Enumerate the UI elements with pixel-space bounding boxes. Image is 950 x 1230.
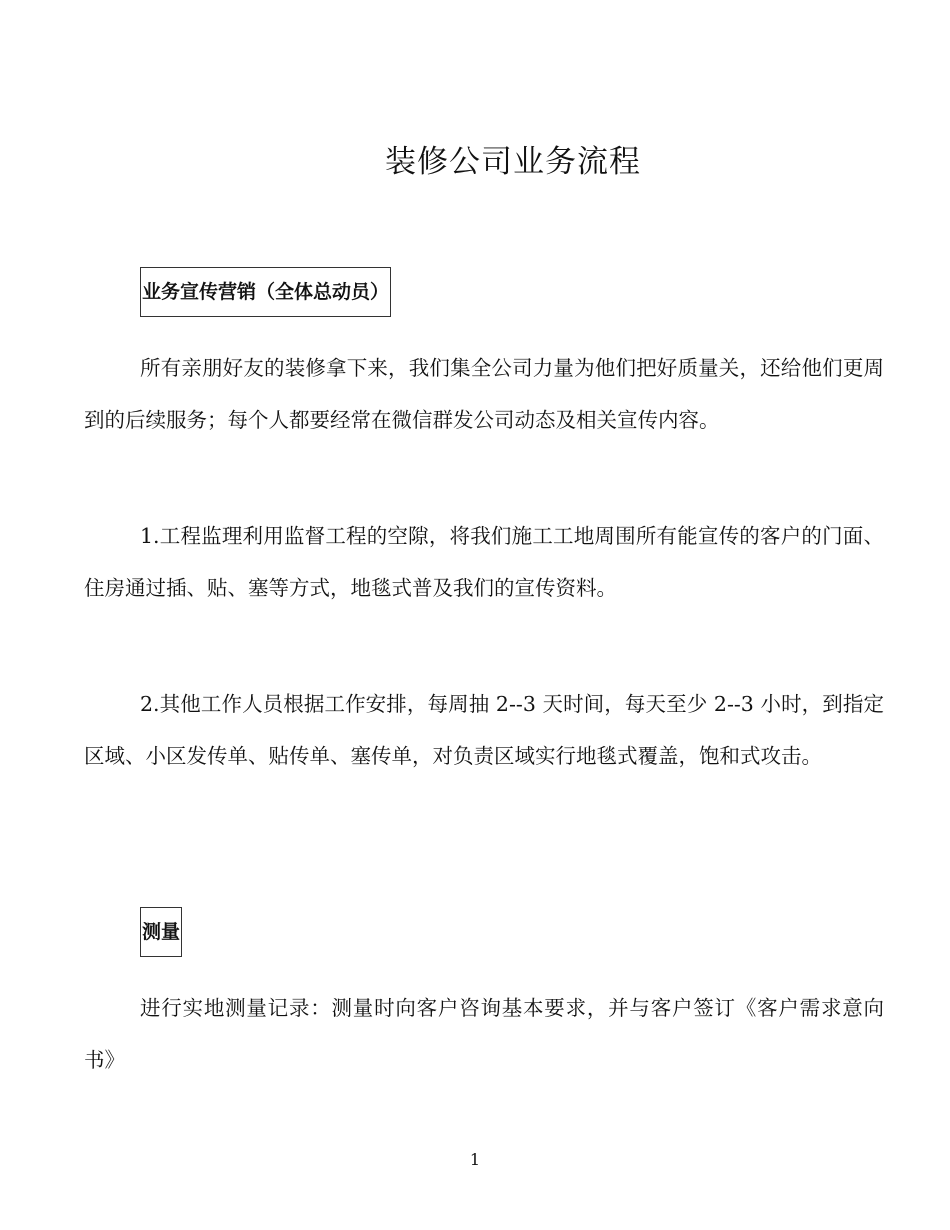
section-heading-measurement: 测量 xyxy=(140,907,182,957)
paragraph-marketing-intro: 所有亲朋好友的装修拿下来，我们集全公司力量为他们把好质量关，还给他们更周到的后续服务；每个人都要经常在微信群发公司动态及相关宣传内容。 xyxy=(84,356,884,432)
paragraph-marketing-item-2: 2.其他工作人员根据工作安排，每周抽 2--3 天时间，每天至少 2--3 小时，到指定区域、小区发传单、贴传单、塞传单，对负责区域实行地毯式覆盖，饱和式攻击。 xyxy=(84,692,884,768)
paragraph-measurement: 进行实地测量记录：测量时向客户咨询基本要求，并与客户签订《客户需求意向书》 xyxy=(84,996,884,1072)
document-title: 装修公司业务流程 xyxy=(385,144,641,180)
page-number: 1 xyxy=(469,1150,481,1169)
paragraph-marketing-item-1: 1.工程监理利用监督工程的空隙，将我们施工工地周围所有能宣传的客户的门面、住房通过插、贴、塞等方式，地毯式普及我们的宣传资料。 xyxy=(84,524,884,600)
section-heading-marketing: 业务宣传营销（全体总动员） xyxy=(140,267,391,317)
